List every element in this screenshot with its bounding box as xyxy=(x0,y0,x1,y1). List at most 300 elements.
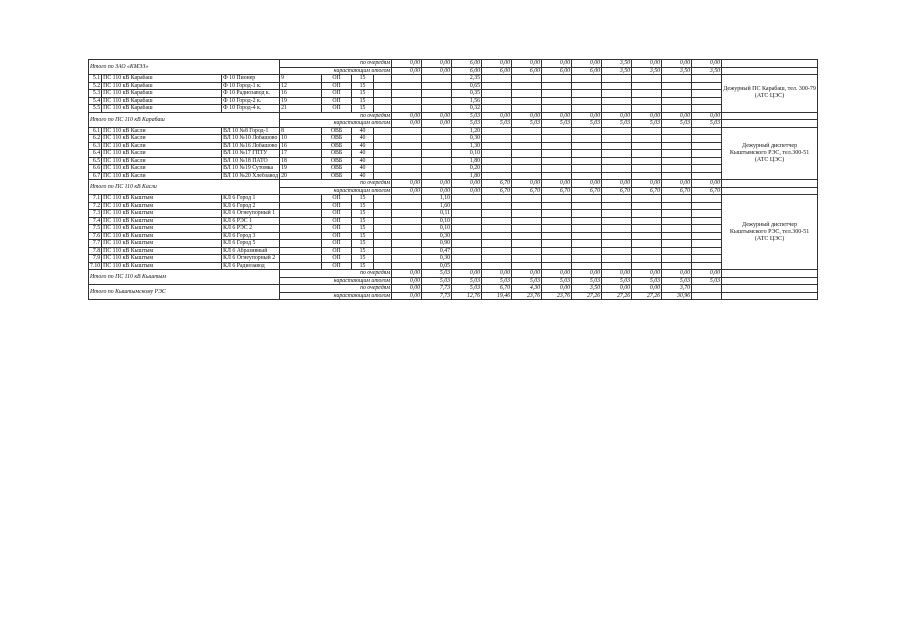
value-cell xyxy=(512,150,542,158)
setting: 15 xyxy=(352,225,374,233)
value-cell xyxy=(692,262,722,270)
value-cell xyxy=(662,157,692,165)
feeder-number xyxy=(280,210,322,218)
value-cell: 0,05 xyxy=(422,262,452,270)
value-cell: 6,00 xyxy=(512,67,542,75)
value-cell: 6,70 xyxy=(602,187,632,195)
category: ОП xyxy=(322,202,352,210)
value-cell xyxy=(632,240,662,248)
value-cell xyxy=(662,225,692,233)
value-cell xyxy=(692,232,722,240)
value-cell: 5,03 xyxy=(692,277,722,285)
value-cell xyxy=(602,135,632,143)
total-row xyxy=(89,270,818,278)
value-cell xyxy=(602,195,632,203)
value-cell: 0,00 xyxy=(572,112,602,120)
feeder: КЛ 6 Город 1 xyxy=(222,195,280,203)
value-cell xyxy=(662,210,692,218)
feeder: Ф 10 Город-4 к. xyxy=(222,105,280,113)
value-cell xyxy=(572,262,602,270)
value-cell xyxy=(632,210,662,218)
setting: 15 xyxy=(352,232,374,240)
value-cell xyxy=(392,262,422,270)
table-row xyxy=(89,210,818,218)
value-cell: 0,00 xyxy=(692,60,722,68)
value-cell xyxy=(632,142,662,150)
value-cell xyxy=(542,75,572,83)
value-cell: 0,00 xyxy=(572,180,602,188)
value-cell xyxy=(452,217,482,225)
substation: ПС 110 кВ Касли xyxy=(102,172,222,180)
value-cell: 0,00 xyxy=(452,270,482,278)
substation: ПС 110 кВ Кыштым xyxy=(102,255,222,263)
value-cell xyxy=(662,247,692,255)
value-cell xyxy=(542,217,572,225)
total-kind: по очередям xyxy=(280,112,392,120)
value-cell xyxy=(542,202,572,210)
value-cell xyxy=(572,135,602,143)
value-cell xyxy=(572,195,602,203)
value-cell xyxy=(662,262,692,270)
value-cell: 0,00 xyxy=(422,120,452,128)
table-row xyxy=(89,142,818,150)
value-cell: 5,03 xyxy=(422,270,452,278)
value-cell xyxy=(662,105,692,113)
value-cell: 6,70 xyxy=(692,187,722,195)
value-cell xyxy=(662,255,692,263)
value-cell xyxy=(392,172,422,180)
value-cell xyxy=(542,195,572,203)
category: ОП xyxy=(322,247,352,255)
row-number: 5.2 xyxy=(89,82,102,90)
value-cell: 5,03 xyxy=(632,277,662,285)
contact-note: Дежурный диспетчер Кыштымского РЭС, тел.300-51 (АТС ЦЭС) xyxy=(722,195,818,270)
feeder: Ф 10 Город-2 к. xyxy=(222,97,280,105)
value-cell xyxy=(392,232,422,240)
setting: 15 xyxy=(352,247,374,255)
value-cell xyxy=(632,172,662,180)
value-cell xyxy=(482,135,512,143)
value-cell: 0,00 xyxy=(392,277,422,285)
value-cell: 5,03 xyxy=(542,120,572,128)
value-cell: 7,73 xyxy=(422,292,452,300)
setting: 40 xyxy=(352,142,374,150)
value-cell: 6,70 xyxy=(482,180,512,188)
value-cell: 6,70 xyxy=(512,187,542,195)
feeder-number: 8 xyxy=(280,127,322,135)
value-cell: 1,80 xyxy=(452,172,482,180)
value-cell xyxy=(542,135,572,143)
table-row xyxy=(89,157,818,165)
substation: ПС 110 кВ Карабаш xyxy=(102,105,222,113)
substation: ПС 110 кВ Кыштым xyxy=(102,195,222,203)
value-cell xyxy=(392,240,422,248)
feeder: КЛ 6 Город 2 xyxy=(222,202,280,210)
value-cell xyxy=(692,285,722,293)
value-cell xyxy=(392,217,422,225)
value-cell xyxy=(602,97,632,105)
feeder-number xyxy=(280,232,322,240)
substation: ПС 110 кВ Касли xyxy=(102,142,222,150)
total-kind: по очередям xyxy=(280,285,392,293)
value-cell xyxy=(662,172,692,180)
value-cell xyxy=(512,240,542,248)
value-cell xyxy=(572,127,602,135)
value-cell xyxy=(422,172,452,180)
value-cell xyxy=(662,150,692,158)
table-row xyxy=(89,232,818,240)
value-cell xyxy=(602,127,632,135)
value-cell: 0,00 xyxy=(422,60,452,68)
value-cell xyxy=(482,202,512,210)
value-cell: 5,03 xyxy=(512,277,542,285)
total-kind: нарастающим итогом xyxy=(280,292,392,300)
row-number: 7.9 xyxy=(89,255,102,263)
value-cell: 4,30 xyxy=(512,285,542,293)
value-cell xyxy=(602,240,632,248)
value-cell: 0,20 xyxy=(452,165,482,173)
value-cell xyxy=(512,135,542,143)
value-cell xyxy=(692,195,722,203)
value-cell: 1,80 xyxy=(452,157,482,165)
category: ОП xyxy=(322,262,352,270)
value-cell: 0,00 xyxy=(392,187,422,195)
value-cell: 0,00 xyxy=(392,270,422,278)
row-number: 6.3 xyxy=(89,142,102,150)
table-row xyxy=(89,225,818,233)
value-cell xyxy=(392,127,422,135)
value-cell xyxy=(602,262,632,270)
value-cell xyxy=(572,232,602,240)
substation: ПС 110 кВ Касли xyxy=(102,165,222,173)
table-row xyxy=(89,165,818,173)
value-cell xyxy=(692,172,722,180)
value-cell xyxy=(542,90,572,98)
value-cell xyxy=(662,142,692,150)
row-number: 7.1 xyxy=(89,195,102,203)
row-number: 7.6 xyxy=(89,232,102,240)
value-cell: 5,03 xyxy=(542,277,572,285)
value-cell xyxy=(572,157,602,165)
feeder-number xyxy=(280,247,322,255)
value-cell: 0,00 xyxy=(452,180,482,188)
value-cell: 0,47 xyxy=(422,247,452,255)
value-cell: 6,70 xyxy=(542,187,572,195)
value-cell xyxy=(512,75,542,83)
value-cell xyxy=(482,90,512,98)
value-cell: 0,30 xyxy=(422,232,452,240)
value-cell xyxy=(542,157,572,165)
table-row xyxy=(89,75,818,83)
value-cell: 1,30 xyxy=(452,142,482,150)
setting: 15 xyxy=(352,262,374,270)
value-cell xyxy=(512,217,542,225)
value-cell xyxy=(542,262,572,270)
value-cell xyxy=(392,202,422,210)
value-cell: 5,03 xyxy=(452,112,482,120)
value-cell xyxy=(482,150,512,158)
setting: 15 xyxy=(352,82,374,90)
value-cell: 0,00 xyxy=(692,270,722,278)
setting: 15 xyxy=(352,97,374,105)
value-cell xyxy=(392,225,422,233)
feeder: ВЛ 10 №18 ПАТО xyxy=(222,157,280,165)
value-cell xyxy=(482,157,512,165)
value-cell xyxy=(572,165,602,173)
value-cell xyxy=(542,142,572,150)
value-cell xyxy=(422,142,452,150)
value-cell xyxy=(602,165,632,173)
value-cell xyxy=(602,142,632,150)
feeder-number xyxy=(280,225,322,233)
value-cell xyxy=(392,157,422,165)
value-cell: 0,00 xyxy=(692,180,722,188)
value-cell xyxy=(632,157,662,165)
value-cell: 3,50 xyxy=(662,67,692,75)
feeder-number xyxy=(280,262,322,270)
value-cell: 3,50 xyxy=(572,285,602,293)
value-cell xyxy=(452,225,482,233)
category: ОВБ xyxy=(322,165,352,173)
value-cell xyxy=(572,90,602,98)
contact-note: Дежурный ПС Карабаш, тел. 300-79 (АТС ЦЭС) xyxy=(722,75,818,113)
value-cell: 6,00 xyxy=(452,60,482,68)
value-cell: 0,32 xyxy=(452,105,482,113)
total-kind: нарастающим итогом xyxy=(280,277,392,285)
value-cell: 30,96 xyxy=(662,292,692,300)
feeder: КЛ 6 Город 5 xyxy=(222,240,280,248)
total-kind: по очередям xyxy=(280,180,392,188)
value-cell xyxy=(392,195,422,203)
feeder-number xyxy=(280,195,322,203)
total-row xyxy=(89,112,818,120)
value-cell xyxy=(542,150,572,158)
feeder-number: 16 xyxy=(280,90,322,98)
value-cell: 1,20 xyxy=(452,127,482,135)
feeder: КЛ 6 Абразивный xyxy=(222,247,280,255)
value-cell: 1,56 xyxy=(452,97,482,105)
value-cell xyxy=(572,210,602,218)
value-cell: 0,00 xyxy=(632,112,662,120)
value-cell xyxy=(632,90,662,98)
value-cell xyxy=(572,82,602,90)
value-cell xyxy=(692,225,722,233)
category: ОП xyxy=(322,217,352,225)
value-cell xyxy=(602,172,632,180)
row-number: 6.1 xyxy=(89,127,102,135)
value-cell xyxy=(422,150,452,158)
value-cell xyxy=(422,97,452,105)
value-cell: 0,30 xyxy=(422,255,452,263)
value-cell: 3,50 xyxy=(602,60,632,68)
value-cell xyxy=(632,225,662,233)
feeder-number: 18 xyxy=(280,157,322,165)
feeder-number: 10 xyxy=(280,135,322,143)
category: ОВБ xyxy=(322,135,352,143)
value-cell xyxy=(662,82,692,90)
value-cell xyxy=(692,255,722,263)
category: ОВБ xyxy=(322,142,352,150)
value-cell xyxy=(512,97,542,105)
value-cell: 0,00 xyxy=(512,60,542,68)
value-cell xyxy=(422,165,452,173)
table-row xyxy=(89,97,818,105)
value-cell xyxy=(482,225,512,233)
value-cell xyxy=(632,262,662,270)
value-cell xyxy=(452,202,482,210)
value-cell xyxy=(632,217,662,225)
value-cell xyxy=(572,150,602,158)
value-cell xyxy=(542,97,572,105)
value-cell: 6,00 xyxy=(452,67,482,75)
value-cell xyxy=(692,292,722,300)
value-cell xyxy=(482,255,512,263)
feeder-number: 19 xyxy=(280,165,322,173)
value-cell xyxy=(542,247,572,255)
value-cell xyxy=(482,195,512,203)
value-cell: 5,03 xyxy=(692,120,722,128)
value-cell xyxy=(392,135,422,143)
value-cell xyxy=(692,105,722,113)
row-number: 7.3 xyxy=(89,210,102,218)
value-cell xyxy=(542,255,572,263)
value-cell: 0,00 xyxy=(602,112,632,120)
category: ОВБ xyxy=(322,157,352,165)
value-cell xyxy=(392,82,422,90)
value-cell xyxy=(482,247,512,255)
value-cell: 5,03 xyxy=(602,277,632,285)
substation: ПС 110 кВ Кыштым xyxy=(102,225,222,233)
value-cell xyxy=(482,240,512,248)
value-cell: 5,03 xyxy=(452,120,482,128)
value-cell xyxy=(692,97,722,105)
value-cell: 1,10 xyxy=(422,195,452,203)
setting: 15 xyxy=(352,75,374,83)
value-cell: 5,03 xyxy=(572,277,602,285)
value-cell xyxy=(632,195,662,203)
value-cell xyxy=(632,82,662,90)
value-cell: 5,03 xyxy=(512,120,542,128)
substation: ПС 110 кВ Кыштым xyxy=(102,262,222,270)
value-cell xyxy=(632,165,662,173)
value-cell xyxy=(692,217,722,225)
setting: 15 xyxy=(352,202,374,210)
substation: ПС 110 кВ Касли xyxy=(102,157,222,165)
substation: ПС 110 кВ Касли xyxy=(102,127,222,135)
value-cell xyxy=(542,127,572,135)
value-cell xyxy=(482,105,512,113)
row-number: 7.2 xyxy=(89,202,102,210)
value-cell xyxy=(482,210,512,218)
value-cell xyxy=(482,172,512,180)
setting: 15 xyxy=(352,240,374,248)
value-cell: 23,76 xyxy=(512,292,542,300)
value-cell: 27,26 xyxy=(602,292,632,300)
value-cell xyxy=(392,90,422,98)
value-cell xyxy=(512,157,542,165)
value-cell: 3,50 xyxy=(632,67,662,75)
value-cell xyxy=(482,127,512,135)
value-cell xyxy=(542,165,572,173)
feeder-number xyxy=(280,240,322,248)
value-cell xyxy=(602,202,632,210)
row-number: 7.4 xyxy=(89,217,102,225)
value-cell xyxy=(572,217,602,225)
setting: 40 xyxy=(352,165,374,173)
value-cell xyxy=(692,247,722,255)
feeder: КЛ 6 Радиозавод xyxy=(222,262,280,270)
value-cell: 0,00 xyxy=(602,270,632,278)
substation: ПС 110 кВ Карабаш xyxy=(102,75,222,83)
value-cell: 0,00 xyxy=(392,112,422,120)
category: ОП xyxy=(322,210,352,218)
row-number: 6.2 xyxy=(89,135,102,143)
value-cell xyxy=(512,225,542,233)
total-kind: нарастающим итогом xyxy=(280,67,392,75)
table-row xyxy=(89,172,818,180)
setting: 15 xyxy=(352,195,374,203)
feeder: ВЛ 10 №8 Город-1 xyxy=(222,127,280,135)
row-number: 6.5 xyxy=(89,157,102,165)
value-cell xyxy=(452,240,482,248)
value-cell: 12,76 xyxy=(452,292,482,300)
value-cell xyxy=(572,172,602,180)
value-cell xyxy=(452,247,482,255)
value-cell: 6,70 xyxy=(572,187,602,195)
value-cell: 0,00 xyxy=(542,180,572,188)
table-row xyxy=(89,217,818,225)
row-number: 5.1 xyxy=(89,75,102,83)
feeder: ВЛ 10 №16 Лобашово xyxy=(222,142,280,150)
feeder: КЛ 6 Огнеупорный 2 xyxy=(222,255,280,263)
value-cell: 5,03 xyxy=(632,120,662,128)
value-cell xyxy=(452,232,482,240)
substation: ПС 110 кВ Карабаш xyxy=(102,90,222,98)
value-cell xyxy=(692,202,722,210)
value-cell: 0,35 xyxy=(452,90,482,98)
value-cell: 0,00 xyxy=(572,270,602,278)
value-cell xyxy=(572,225,602,233)
value-cell xyxy=(392,105,422,113)
total-label: Итого по Кыштымскому РЭС xyxy=(89,285,280,300)
value-cell xyxy=(542,232,572,240)
value-cell xyxy=(392,150,422,158)
value-cell: 0,00 xyxy=(392,180,422,188)
value-cell: 5,03 xyxy=(572,120,602,128)
feeder: КЛ 6 Огнеупорный 1 xyxy=(222,210,280,218)
value-cell xyxy=(602,210,632,218)
value-cell xyxy=(602,255,632,263)
value-cell xyxy=(692,127,722,135)
feeder-number xyxy=(280,217,322,225)
row-number: 7.7 xyxy=(89,240,102,248)
value-cell xyxy=(512,202,542,210)
value-cell xyxy=(422,127,452,135)
value-cell xyxy=(692,150,722,158)
value-cell xyxy=(602,75,632,83)
category: ОП xyxy=(322,240,352,248)
value-cell xyxy=(632,75,662,83)
value-cell xyxy=(452,195,482,203)
value-cell xyxy=(512,142,542,150)
value-cell: 0,00 xyxy=(422,67,452,75)
feeder: КЛ 6 РЭС 2 xyxy=(222,225,280,233)
value-cell: 6,70 xyxy=(482,187,512,195)
value-cell: 0,90 xyxy=(422,240,452,248)
total-kind: по очередям xyxy=(280,60,392,68)
feeder-number: 17 xyxy=(280,150,322,158)
setting: 15 xyxy=(352,217,374,225)
